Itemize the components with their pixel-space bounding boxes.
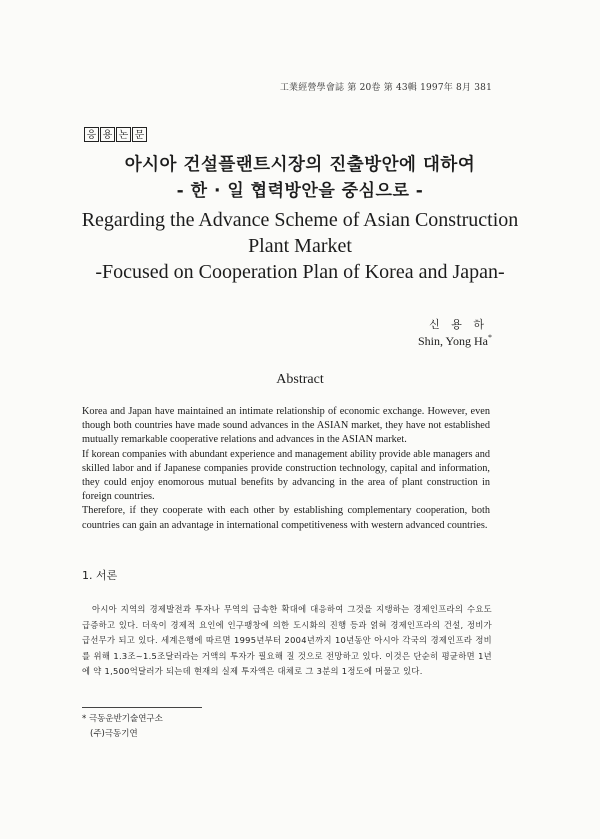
category-tag-char: 용 (100, 127, 115, 142)
footnote-affiliation-1: 극동운반기술연구소 (88, 714, 163, 724)
footnote (82, 712, 163, 742)
footnote-affiliation-2: (주)극동기연 (90, 729, 138, 739)
title-english-line-1: Regarding the Advance Scheme of Asian Construction (81, 209, 519, 231)
footnote-line-1 (82, 712, 163, 727)
author-name-english (418, 333, 492, 349)
abstract-heading: Abstract (276, 372, 324, 387)
section-heading: 1. 서론 (82, 569, 118, 582)
abstract-paragraph: Therefore, if they cooperate with each other by establishing complementary cooperation, both countries can gain an advantage in international competitiveness with western advanced countries. (82, 505, 490, 531)
abstract-paragraph: Korea and Japan have maintained an intimate relationship of economic exchange. However, even though both countries have made sound advances in the ASIAN market, they have not established mutually remarkable cooperative relations and advances in the ASIAN market. (82, 406, 490, 446)
running-head: 工業經營學會誌 第 20卷 第 43輯 1997年 8月 381 (279, 83, 492, 93)
category-tag-char: 문 (132, 127, 147, 142)
abstract-body (82, 405, 490, 533)
footnote-divider (82, 707, 202, 708)
subtitle-english: -Focused on Cooperation Plan of Korea and Japan- (95, 261, 505, 283)
introduction-paragraph: 아시아 지역의 경제발전과 투자나 무역의 급속한 확대에 대응하여 그것을 지탱하는 경제인프라의 수요도 급증하고 있다. 더욱이 경제적 요인에 인구팽창에 의한 도시화의 진행 등과 얽혀 경제인프라의 건설, 정비가 급선무가 되고 있다. 세계은행에 따르면 1995년부터 2004년까지 10년동안 아시아 각국의 경제인프라 정비를 위해 1.3조~1.5조달러라는 거액의 투자가 필요해 질 것으로 전망하고 있다. 이것은 단순히 평균하면 1년에 약 1,500억달러가 되는데 현재의 실제 투자액은 대체로 그 3분의 1정도에 머물고 있다. (82, 604, 493, 677)
title-korean: 아시아 건설플랜트시장의 진출방안에 대하여 (124, 155, 476, 175)
title-block (60, 152, 540, 285)
abstract-paragraph: If korean companies with abundant experience and management ability provide able managers and skilled labor and if Japanese companies provide construction technology, capital and information, they could enjoy enomorous mutual benefits by advancing in the area of plant construction in foreign countries. (82, 448, 490, 503)
introduction-body (82, 602, 492, 680)
author-name-korean: 신 용 하 (429, 318, 488, 331)
title-english-line-2: Plant Market (248, 235, 352, 257)
author-name-english-text: Shin, Yong Ha (417, 334, 488, 348)
author-footnote-marker: * (488, 333, 492, 342)
paper-category-tag (84, 127, 148, 142)
footnote-marker: * (82, 714, 87, 724)
category-tag-char: 응 (84, 127, 99, 142)
subtitle-korean: - 한 · 일 협력방안을 중심으로 - (176, 181, 424, 201)
category-tag-char: 논 (116, 127, 131, 142)
